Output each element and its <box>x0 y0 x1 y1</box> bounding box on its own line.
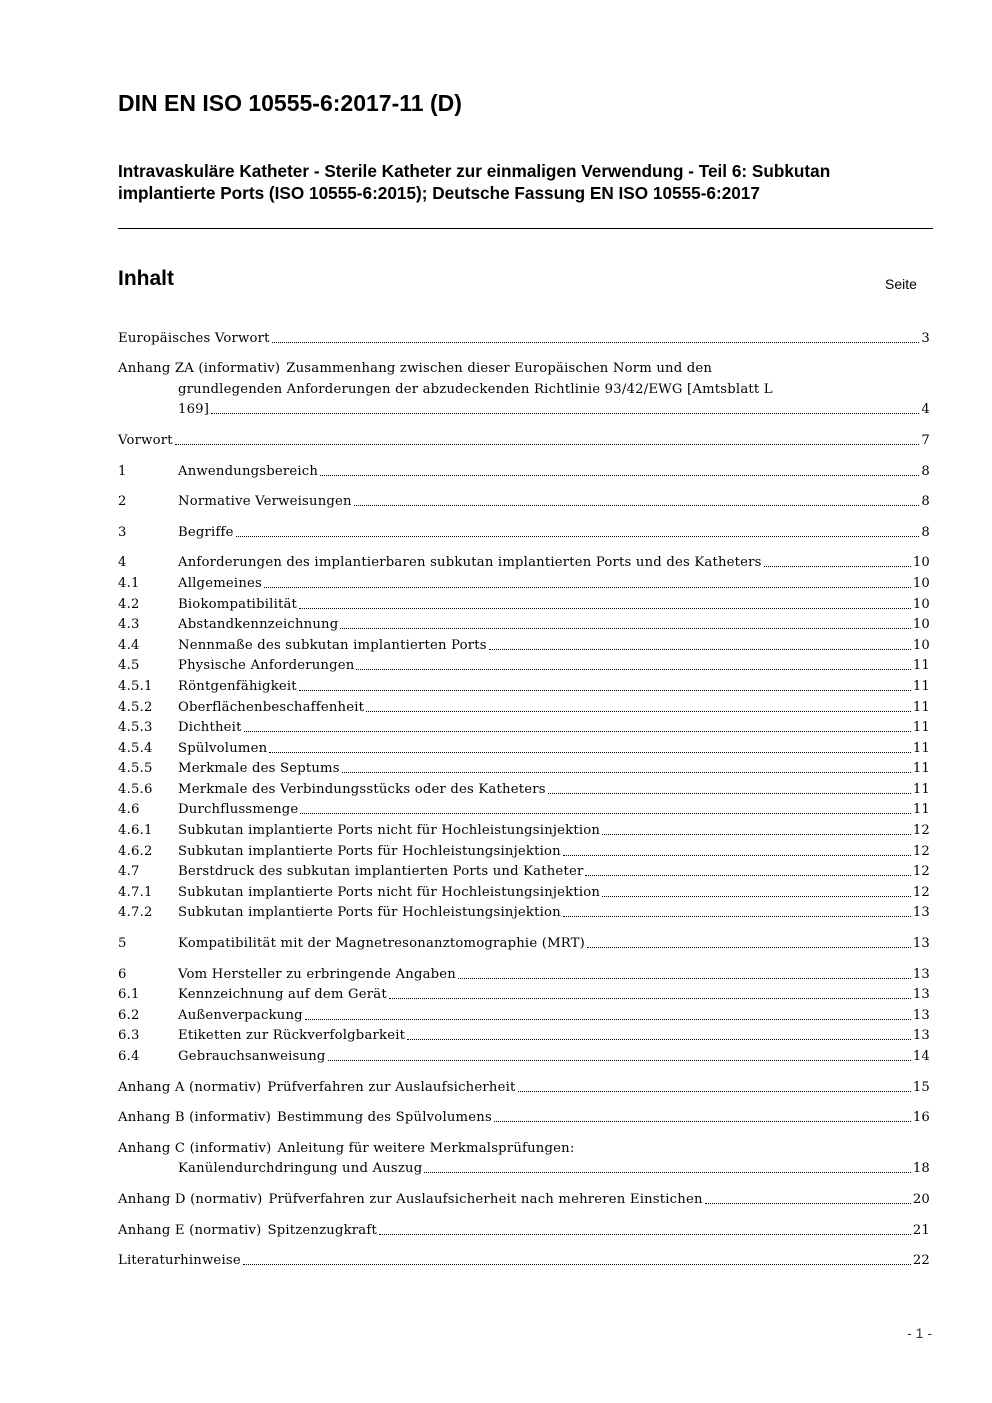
toc-leader <box>300 799 910 814</box>
toc-leader <box>305 1005 911 1020</box>
toc-entry-page: 21 <box>912 1222 930 1238</box>
toc-entry-text: Biokompatibilität <box>178 596 298 612</box>
toc-leader <box>563 841 911 856</box>
toc-entry-text: Anleitung für weitere Merkmalsprüfungen: <box>277 1140 575 1156</box>
toc-entry-page: 15 <box>912 1079 930 1095</box>
toc-entry-number: 4.5 <box>118 658 140 674</box>
toc-entry[interactable] <box>118 570 930 591</box>
toc-entry-anhang-b[interactable] <box>118 1105 930 1126</box>
toc-entry-text: Spitzenzugkraft <box>267 1222 377 1238</box>
toc-leader <box>328 1046 911 1061</box>
toc-entry-text: Nennmaße des subkutan implantierten Ports <box>178 637 487 653</box>
toc-leader <box>243 1250 911 1265</box>
toc-entry-anhang-a[interactable] <box>118 1074 930 1095</box>
toc-entry-text: Außenverpackung <box>178 1007 303 1023</box>
toc-entry-page: 10 <box>912 575 930 591</box>
toc-entry-page: 13 <box>912 1028 930 1044</box>
toc-entry[interactable] <box>118 519 930 540</box>
toc-entry-page: 16 <box>912 1110 930 1126</box>
toc-entry-text: 169] <box>178 402 210 418</box>
toc-entry-vorwort[interactable] <box>118 427 930 448</box>
toc-entry[interactable] <box>118 489 930 510</box>
toc-heading: Inhalt <box>118 267 174 290</box>
toc-entry-anhang-d[interactable] <box>118 1186 930 1207</box>
toc-entry-number: 4.6.1 <box>118 823 153 839</box>
toc-entry-text: Kanülendurchdringung und Auszug <box>178 1161 423 1177</box>
toc-entry-number: 6.2 <box>118 1007 140 1023</box>
toc-entry-text: Subkutan implantierte Ports für Hochleistungsinjektion <box>178 843 561 859</box>
toc-entry-page: 3 <box>921 330 930 346</box>
toc-leader <box>705 1189 911 1204</box>
toc-entry-text: Durchflussmenge <box>178 802 299 818</box>
toc-entry-number: 4 <box>118 555 127 571</box>
toc-entry-page: 7 <box>921 432 930 448</box>
toc-leader <box>407 1025 911 1040</box>
toc-entry-text: Vom Hersteller zu erbringende Angaben <box>178 966 457 982</box>
toc-entry-literatur[interactable] <box>118 1248 930 1269</box>
toc-entry-number: 4.7.2 <box>118 905 153 921</box>
toc-entry[interactable] <box>118 1043 930 1064</box>
toc-leader <box>342 758 911 773</box>
toc-entry-number: 6.3 <box>118 1028 140 1044</box>
toc-entry-page: 8 <box>921 524 930 540</box>
toc-entry-anhang-c[interactable] <box>118 1135 930 1176</box>
toc-entry[interactable] <box>118 982 930 1003</box>
toc-entry-text: Gebrauchsanweisung <box>178 1049 326 1064</box>
table-of-contents <box>118 325 930 1268</box>
toc-annex-label: Anhang E (normativ) <box>118 1222 262 1238</box>
toc-leader <box>379 1220 911 1235</box>
toc-entry-number: 4.3 <box>118 617 140 633</box>
toc-leader <box>320 461 919 476</box>
toc-entry[interactable] <box>118 900 930 921</box>
toc-leader <box>389 984 911 999</box>
toc-entry-number: 4.5.1 <box>118 678 153 694</box>
page-column-label: Seite <box>885 276 917 292</box>
toc-leader <box>211 399 919 414</box>
toc-entry-page: 11 <box>912 699 930 715</box>
toc-leader <box>299 676 911 691</box>
toc-entry-text: Europäisches Vorwort <box>118 330 270 346</box>
toc-entry-text: Zusammenhang zwischen dieser Europäischen Norm und den <box>286 361 713 377</box>
toc-leader <box>236 522 920 537</box>
document-subtitle: Intravaskuläre Katheter - Sterile Katheter zur einmaligen Verwendung - Teil 6: Subkutan implantierte Ports (ISO 10555-6:2015); Deutsche Fassung EN ISO 10555-6:2017 <box>118 161 831 203</box>
toc-entry-number: 4.6 <box>118 802 140 818</box>
title-divider <box>118 228 933 229</box>
toc-entry-text: Etiketten zur Rückverfolgbarkeit <box>178 1028 406 1044</box>
toc-entry[interactable] <box>118 1002 930 1023</box>
document-title: DIN EN ISO 10555-6:2017-11 (D) <box>118 90 462 116</box>
toc-entry[interactable] <box>118 776 930 797</box>
toc-entry-text: Prüfverfahren zur Auslaufsicherheit nach mehreren Einstichen <box>268 1191 703 1207</box>
toc-leader <box>244 717 911 732</box>
toc-entry-text: Bestimmung des Spülvolumens <box>277 1110 492 1126</box>
toc-entry-number: 4.7.1 <box>118 884 153 900</box>
toc-entry-number: 3 <box>118 524 127 540</box>
toc-entry-page: 11 <box>912 781 930 797</box>
toc-entry-text: Spülvolumen <box>178 740 268 756</box>
toc-annex-label: Anhang A (normativ) <box>118 1079 262 1095</box>
toc-entry-page: 8 <box>921 463 930 479</box>
toc-leader <box>175 430 920 445</box>
toc-entry-text: Anwendungsbereich <box>178 463 319 479</box>
toc-entry-page: 11 <box>912 761 930 777</box>
toc-entry-text: Physische Anforderungen <box>178 658 355 674</box>
toc-leader <box>354 491 920 506</box>
toc-entry-number: 1 <box>118 463 127 479</box>
toc-entry-number: 4.6.2 <box>118 843 153 859</box>
toc-annex-label: Anhang D (normativ) <box>118 1191 263 1207</box>
toc-entry-page: 10 <box>912 617 930 633</box>
toc-entry-number: 6.1 <box>118 987 140 1003</box>
toc-entry-number: 6 <box>118 966 127 982</box>
toc-entry-page: 11 <box>912 720 930 736</box>
toc-entry[interactable] <box>118 458 930 479</box>
toc-entry-text: grundlegenden Anforderungen der abzudeckenden Richtlinie 93/42/EWG [Amtsblatt L <box>178 381 773 397</box>
toc-entry-text: Röntgenfähigkeit <box>178 678 297 694</box>
toc-entry-page: 12 <box>912 823 930 839</box>
toc-entry-page: 18 <box>912 1161 930 1177</box>
toc-leader <box>264 573 911 588</box>
toc-entry-page: 20 <box>912 1191 930 1207</box>
toc-entry[interactable] <box>118 612 930 633</box>
toc-entry[interactable] <box>118 653 930 674</box>
toc-entry-number: 5 <box>118 936 127 952</box>
toc-annex-label: Anhang ZA (informativ) <box>118 361 281 377</box>
toc-entry-page: 4 <box>921 402 930 418</box>
toc-leader <box>458 964 911 979</box>
toc-entry-anhang-e[interactable] <box>118 1217 930 1238</box>
toc-entry[interactable] <box>118 930 930 951</box>
toc-entry-page: 8 <box>921 494 930 510</box>
toc-entry-page: 13 <box>912 987 930 1003</box>
toc-entry-number: 4.2 <box>118 596 140 612</box>
toc-leader <box>424 1158 910 1173</box>
toc-entry[interactable] <box>118 859 930 880</box>
toc-entry-number: 4.5.5 <box>118 761 153 777</box>
toc-entry-page: 13 <box>912 905 930 921</box>
toc-entry-text: Oberflächenbeschaffenheit <box>178 699 365 715</box>
toc-entry[interactable] <box>118 879 930 900</box>
toc-entry-text: Kompatibilität mit der Magnetresonanztomographie (MRT) <box>178 936 586 952</box>
toc-entry[interactable] <box>118 797 930 818</box>
toc-entry-text: Subkutan implantierte Ports für Hochleistungsinjektion <box>178 905 561 921</box>
toc-entry-text: Merkmale des Septums <box>178 761 340 777</box>
toc-entry-number: 4.5.3 <box>118 720 153 736</box>
toc-entry-page: 11 <box>912 802 930 818</box>
toc-entry-number: 4.4 <box>118 637 140 653</box>
toc-entry-page: 12 <box>912 884 930 900</box>
toc-entry[interactable] <box>118 715 930 736</box>
toc-leader <box>272 328 920 343</box>
toc-entry-number: 6.4 <box>118 1049 140 1064</box>
toc-entry[interactable] <box>118 735 930 756</box>
toc-entry-page: 14 <box>912 1049 930 1064</box>
toc-leader <box>563 902 911 917</box>
toc-leader <box>340 614 910 629</box>
toc-entry-page: 13 <box>912 1007 930 1023</box>
toc-entry-page: 12 <box>912 843 930 859</box>
toc-leader <box>269 738 911 753</box>
toc-leader <box>585 861 910 876</box>
toc-leader <box>602 882 911 897</box>
toc-entry-text: Subkutan implantierte Ports nicht für Hochleistungsinjektion <box>178 823 601 839</box>
toc-entry[interactable] <box>118 591 930 612</box>
page-number-footer: - 1 - <box>907 1325 932 1341</box>
toc-entry-number: 4.1 <box>118 575 140 591</box>
toc-leader <box>366 697 911 712</box>
toc-entry-text: Subkutan implantierte Ports nicht für Hochleistungsinjektion <box>178 884 601 900</box>
toc-entry-number: 4.7 <box>118 864 140 880</box>
toc-entry-page: 10 <box>912 596 930 612</box>
toc-entry[interactable] <box>118 838 930 859</box>
toc-leader <box>518 1077 911 1092</box>
toc-entry-page: 11 <box>912 740 930 756</box>
toc-entry-page: 13 <box>912 966 930 982</box>
toc-entry-number: 4.5.2 <box>118 699 153 715</box>
toc-leader <box>764 552 911 567</box>
toc-entry-text: Dichtheit <box>178 720 242 736</box>
toc-entry-page: 10 <box>912 555 930 571</box>
toc-entry-page: 11 <box>912 678 930 694</box>
toc-entry-text: Vorwort <box>118 432 173 448</box>
toc-entry-text: Kennzeichnung auf dem Gerät <box>178 987 387 1003</box>
toc-entry[interactable] <box>118 817 930 838</box>
toc-annex-label: Anhang C (informativ) <box>118 1140 272 1156</box>
toc-entry-number: 4.5.6 <box>118 781 153 797</box>
toc-entry[interactable] <box>118 1023 930 1044</box>
toc-entry-text: Anforderungen des implantierbaren subkutan implantierten Ports und des Katheters <box>178 555 762 571</box>
toc-entry[interactable] <box>118 550 930 571</box>
toc-entry-number: 2 <box>118 494 127 510</box>
toc-leader <box>587 933 911 948</box>
toc-leader <box>299 594 911 609</box>
toc-entry-page: 12 <box>912 864 930 880</box>
toc-leader <box>548 779 911 794</box>
toc-entry-text: Literaturhinweise <box>118 1253 241 1269</box>
toc-leader <box>602 820 911 835</box>
toc-entry-text: Begriffe <box>178 524 234 540</box>
toc-entry-text: Berstdruck des subkutan implantierten Ports und Katheter <box>178 864 584 880</box>
toc-leader <box>356 655 910 670</box>
toc-entry-number: 4.5.4 <box>118 740 153 756</box>
toc-entry[interactable] <box>118 673 930 694</box>
toc-entry-text: Normative Verweisungen <box>178 494 352 510</box>
toc-entry[interactable] <box>118 632 930 653</box>
toc-entry[interactable] <box>118 756 930 777</box>
toc-entry-text: Merkmale des Verbindungsstücks oder des Katheters <box>178 781 546 797</box>
toc-entry-europ-vorwort[interactable] <box>118 325 930 346</box>
toc-entry-page: 22 <box>912 1253 930 1269</box>
toc-entry-anhang-za[interactable] <box>118 356 930 418</box>
toc-entry-page: 10 <box>912 637 930 653</box>
toc-entry-text: Abstandkennzeichnung <box>178 617 339 633</box>
toc-entry[interactable] <box>118 694 930 715</box>
toc-leader <box>494 1107 911 1122</box>
toc-entry-page: 13 <box>912 936 930 952</box>
toc-entry-text: Allgemeines <box>178 575 262 591</box>
toc-entry-text: Prüfverfahren zur Auslaufsicherheit <box>267 1079 516 1095</box>
toc-leader <box>489 635 911 650</box>
toc-entry[interactable] <box>118 961 930 982</box>
toc-entry-page: 11 <box>912 658 930 674</box>
toc-annex-label: Anhang B (informativ) <box>118 1110 272 1126</box>
